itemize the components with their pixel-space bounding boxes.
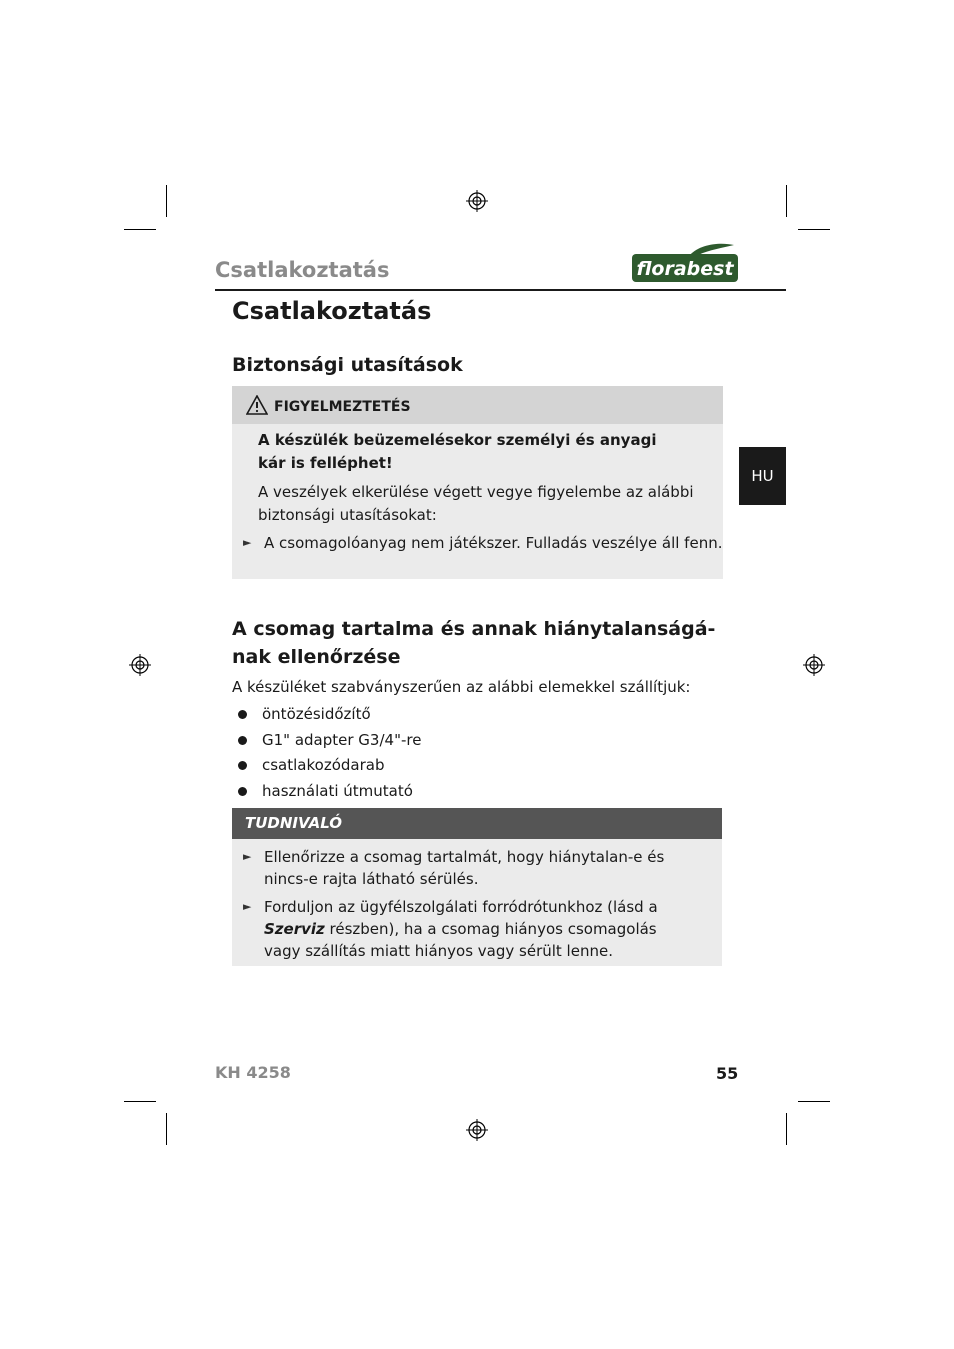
crop-mark: [798, 229, 830, 230]
warning-bold-line: A készülék beüzemelésekor személyi és anyagi: [258, 431, 657, 449]
note-label: TUDNIVALÓ: [245, 814, 342, 832]
header-rule: [215, 289, 786, 291]
crop-mark: [786, 1113, 787, 1145]
header-section-title: Csatlakoztatás: [215, 258, 390, 282]
safety-heading: Biztonsági utasítások: [232, 354, 463, 376]
language-tab: HU: [739, 447, 786, 505]
arrow-right-icon: ►: [243, 900, 252, 913]
crop-mark: [798, 1101, 830, 1102]
footer-model: KH 4258: [215, 1063, 291, 1082]
warning-bullet: A csomagolóanyag nem játékszer. Fulladás veszélye áll fenn.: [264, 534, 723, 552]
registration-mark-icon: [466, 1119, 488, 1141]
warning-text-line: biztonsági utasításokat:: [258, 506, 437, 524]
list-item: használati útmutató: [262, 782, 413, 800]
florabest-logo: [630, 242, 740, 284]
arrow-right-icon: ►: [243, 536, 252, 549]
crop-mark: [786, 185, 787, 217]
registration-mark-icon: [129, 654, 151, 676]
note-item-line: nincs-e rajta látható sérülés.: [264, 870, 479, 888]
note-item-line: Forduljon az ügyfélszolgálati forródrótunkhoz (lásd a: [264, 898, 658, 916]
bullet-dot-icon: [238, 787, 247, 796]
package-heading: A csomag tartalma és annak hiánytalanságá-: [232, 618, 716, 640]
registration-mark-icon: [466, 190, 488, 212]
crop-mark: [124, 1101, 156, 1102]
warning-text-line: A veszélyek elkerülése végett vegye figyelembe az alábbi: [258, 483, 694, 501]
note-item-line: Ellenőrizze a csomag tartalmát, hogy hiánytalan-e és: [264, 848, 665, 866]
warning-label: FIGYELMEZTETÉS: [274, 399, 411, 415]
list-item: G1" adapter G3/4"-re: [262, 731, 422, 749]
bullet-dot-icon: [238, 736, 247, 745]
note-item-line: Szerviz részben), ha a csomag hiányos csomagolás: [264, 920, 657, 938]
package-heading: nak ellenőrzése: [232, 646, 401, 668]
arrow-right-icon: ►: [243, 850, 252, 863]
crop-mark: [166, 185, 167, 217]
bullet-dot-icon: [238, 761, 247, 770]
list-item: öntözésidőzítő: [262, 705, 371, 723]
bullet-dot-icon: [238, 710, 247, 719]
warning-bold-line: kár is felléphet!: [258, 454, 393, 472]
registration-mark-icon: [803, 654, 825, 676]
warning-triangle-icon: [246, 395, 268, 415]
crop-mark: [124, 229, 156, 230]
svg-text:florabest: florabest: [636, 258, 734, 280]
page-title: Csatlakoztatás: [232, 297, 432, 325]
list-item: csatlakozódarab: [262, 756, 385, 774]
package-intro: A készüléket szabványszerűen az alábbi elemekkel szállítjuk:: [232, 678, 691, 696]
note-item-line: vagy szállítás miatt hiányos vagy sérült lenne.: [264, 942, 613, 960]
service-reference: Szerviz: [264, 920, 325, 938]
page-number: 55: [716, 1064, 739, 1083]
crop-mark: [166, 1113, 167, 1145]
